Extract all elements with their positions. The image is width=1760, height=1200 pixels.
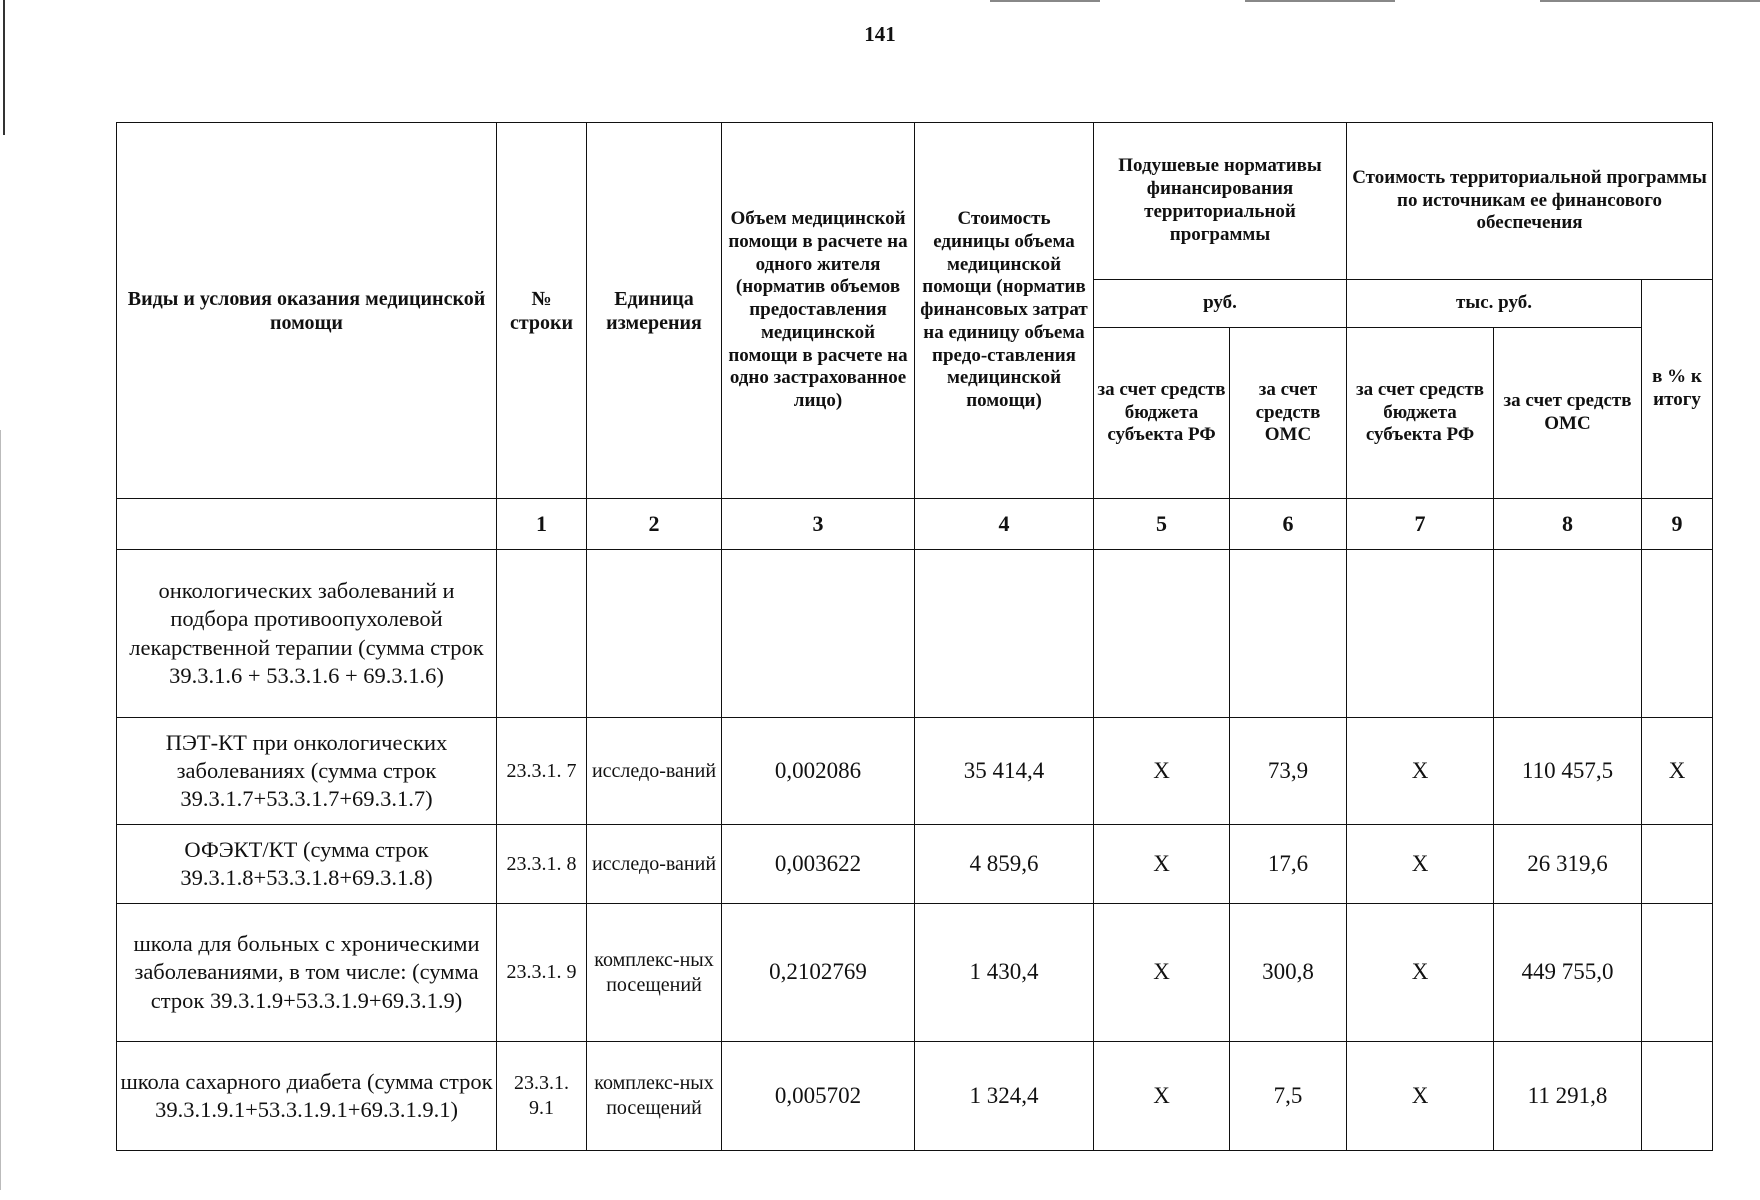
column-number: 4 <box>915 499 1094 550</box>
row-number: 23.3.1. 7 <box>497 718 587 825</box>
financing-table <box>116 122 1713 1151</box>
header-cost: Стоимость единицы объема медицинской помощи (норматив финансовых затрат на единицу объема предо-ставления медицинской помощи) <box>915 123 1094 499</box>
row-volume <box>722 550 915 718</box>
row-c8 <box>1494 550 1642 718</box>
column-number: 3 <box>722 499 915 550</box>
row-cost: 1 430,4 <box>915 904 1094 1042</box>
row-number: 23.3.1. 9 <box>497 904 587 1042</box>
row-c5: X <box>1094 718 1230 825</box>
row-volume: 0,002086 <box>722 718 915 825</box>
row-volume: 0,003622 <box>722 825 915 904</box>
header-name: Виды и условия оказания медицинской помощи <box>117 123 497 499</box>
header-budget-2: за счет средств бюджета субъекта РФ <box>1347 328 1494 499</box>
row-c7: X <box>1347 825 1494 904</box>
row-name: онкологических заболеваний и подбора противоопухолевой лекарственной терапии (сумма строк 39.3.1.6 + 53.3.1.6 + 69.3.1.6) <box>117 550 497 718</box>
table-row <box>117 825 1713 904</box>
header-unit-thous-rub: тыс. руб. <box>1347 280 1642 328</box>
row-c6: 17,6 <box>1230 825 1347 904</box>
table-row <box>117 904 1713 1042</box>
header-percent: в % к итогу <box>1642 280 1713 499</box>
row-cost <box>915 550 1094 718</box>
row-number: 23.3.1. 9.1 <box>497 1042 587 1151</box>
column-number: 5 <box>1094 499 1230 550</box>
column-number: 9 <box>1642 499 1713 550</box>
page-number: 141 <box>864 22 896 46</box>
header-per-capita-group: Подушевые нормативы финансирования территориальной программы <box>1094 123 1347 280</box>
header-budget: за счет средств бюджета субъекта РФ <box>1094 328 1230 499</box>
row-cost: 4 859,6 <box>915 825 1094 904</box>
row-c5: X <box>1094 1042 1230 1151</box>
row-c6: 73,9 <box>1230 718 1347 825</box>
row-c9 <box>1642 904 1713 1042</box>
row-c6: 300,8 <box>1230 904 1347 1042</box>
row-name: школа для больных с хроническими заболеваниями, в том числе: (сумма строк 39.3.1.9+53.3.1.9+69.3.1.9) <box>117 904 497 1042</box>
row-c9 <box>1642 550 1713 718</box>
row-number: 23.3.1. 8 <box>497 825 587 904</box>
row-cost: 1 324,4 <box>915 1042 1094 1151</box>
row-c7: X <box>1347 718 1494 825</box>
row-c9: X <box>1642 718 1713 825</box>
row-cost: 35 414,4 <box>915 718 1094 825</box>
column-number: 8 <box>1494 499 1642 550</box>
row-c6 <box>1230 550 1347 718</box>
row-name: ПЭТ-КТ при онкологических заболеваниях (сумма строк 39.3.1.7+53.3.1.7+69.3.1.7) <box>117 718 497 825</box>
column-number: 2 <box>587 499 722 550</box>
header-unit-rub: руб. <box>1094 280 1347 328</box>
row-c7: X <box>1347 904 1494 1042</box>
row-c8: 449 755,0 <box>1494 904 1642 1042</box>
header-oms-2: за счет средств ОМС <box>1494 328 1642 499</box>
row-c5: X <box>1094 904 1230 1042</box>
scan-artifact <box>990 0 1100 2</box>
column-numbers-row <box>117 499 1713 550</box>
header-oms: за счет средств ОМС <box>1230 328 1347 499</box>
header-row-no: № строки <box>497 123 587 499</box>
row-unit: исследо-ваний <box>587 825 722 904</box>
table-row <box>117 1042 1713 1151</box>
scan-edge <box>3 0 5 135</box>
row-c9 <box>1642 1042 1713 1151</box>
column-number: 6 <box>1230 499 1347 550</box>
row-unit: комплекс-ных посещений <box>587 1042 722 1151</box>
row-name: школа сахарного диабета (сумма строк 39.3.1.9.1+53.3.1.9.1+69.3.1.9.1) <box>117 1042 497 1151</box>
row-unit: комплекс-ных посещений <box>587 904 722 1042</box>
row-c7 <box>1347 550 1494 718</box>
row-volume: 0,005702 <box>722 1042 915 1151</box>
scan-edge <box>0 430 1 1190</box>
row-name: ОФЭКТ/КТ (сумма строк 39.3.1.8+53.3.1.8+69.3.1.8) <box>117 825 497 904</box>
row-c6: 7,5 <box>1230 1042 1347 1151</box>
header-unit: Единица измерения <box>587 123 722 499</box>
row-c7: X <box>1347 1042 1494 1151</box>
row-c9 <box>1642 825 1713 904</box>
row-c8: 110 457,5 <box>1494 718 1642 825</box>
row-unit <box>587 550 722 718</box>
scan-artifact <box>1540 0 1760 2</box>
table-row <box>117 718 1713 825</box>
scan-artifact <box>1245 0 1395 2</box>
row-c8: 11 291,8 <box>1494 1042 1642 1151</box>
column-number <box>117 499 497 550</box>
row-c5 <box>1094 550 1230 718</box>
column-number: 1 <box>497 499 587 550</box>
row-c8: 26 319,6 <box>1494 825 1642 904</box>
row-unit: исследо-ваний <box>587 718 722 825</box>
header-cost-group: Стоимость территориальной программы по источникам ее финансового обеспечения <box>1347 123 1713 280</box>
header-volume: Объем медицинской помощи в расчете на одного жителя (норматив объемов предоставления медицинской помощи в расчете на одно застрахованное лицо) <box>722 123 915 499</box>
column-number: 7 <box>1347 499 1494 550</box>
row-volume: 0,2102769 <box>722 904 915 1042</box>
table-row <box>117 550 1713 718</box>
row-c5: X <box>1094 825 1230 904</box>
row-number <box>497 550 587 718</box>
